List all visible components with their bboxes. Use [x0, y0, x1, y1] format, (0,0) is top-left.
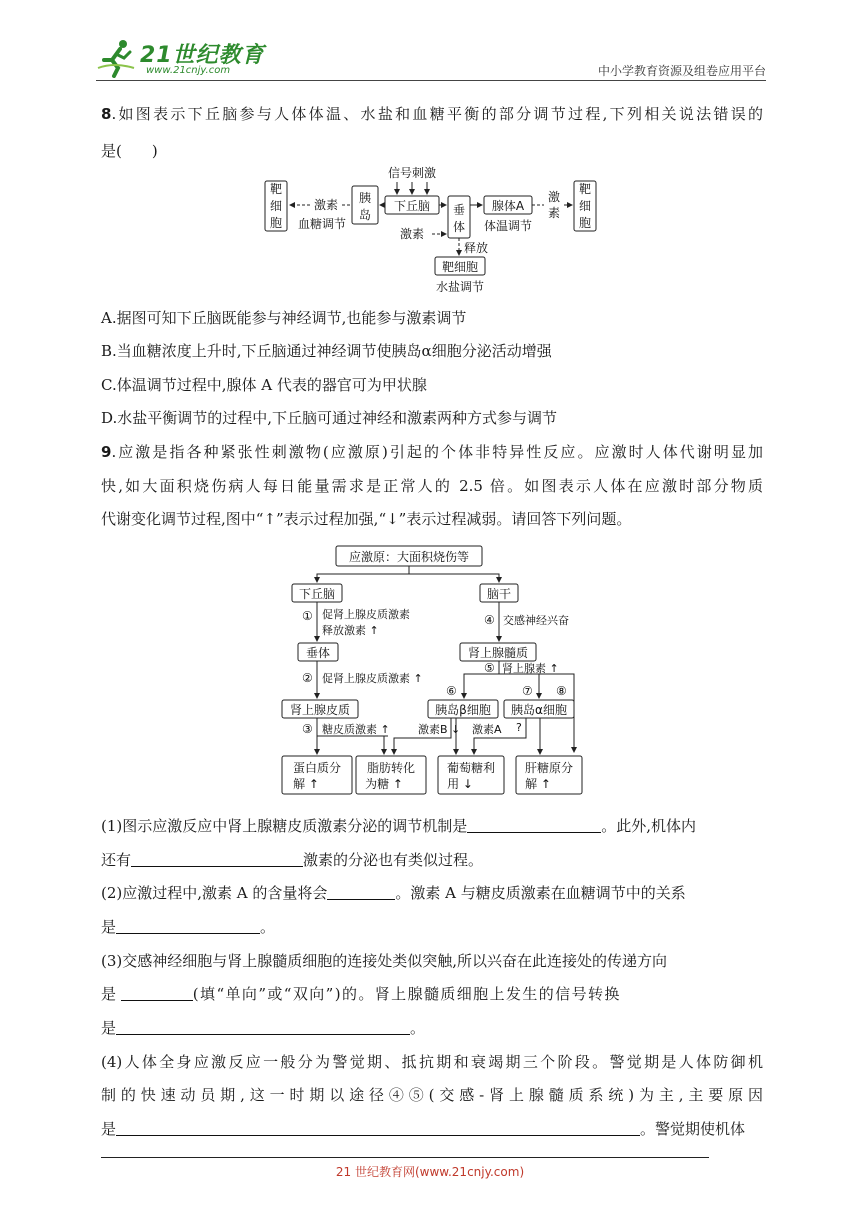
q9-adrenal-medulla-box: 肾上腺髓质: [467, 646, 529, 660]
q9-fat-line-1: 脂肪转化: [366, 761, 416, 775]
q8-stem-text-1: .如图表示下丘脑参与人体体温、水盐和血糖平衡的部分调节过程,下列相关说法错误的: [111, 105, 763, 123]
q9-hormone-a-label: 激素A: [472, 723, 502, 736]
site-logo: [96, 36, 296, 80]
q9-sub1-text-d: 激素的分泌也有类似过程。: [303, 851, 484, 869]
q9-protein-line-2: 解 ↑: [293, 777, 319, 791]
q9-hypothalamus-box: 下丘脑: [298, 587, 336, 601]
q8-target-right-3: 胞: [578, 216, 592, 230]
q8-target-right-2: 细: [578, 199, 592, 213]
q8-gland-a: 腺体A: [491, 199, 525, 213]
q8-signal-label: 信号刺激: [387, 166, 437, 180]
q8-temp-label: 体温调节: [483, 219, 533, 233]
q9-alpha-cell-box: 胰岛α细胞: [511, 703, 567, 717]
q9-sub1-text-b: 。此外,机体内: [601, 817, 697, 835]
q9-stem-line-2: 快,如大面积烧伤病人每日能量需求是正常人的 2.5 倍。如图表示人体在应激时部分物质: [101, 477, 763, 495]
q9-sub2-text-a: (2)应激过程中,激素 A 的含量将会: [101, 884, 328, 902]
q9-glucose-line-1: 葡萄糖利: [446, 761, 496, 775]
answer-blank[interactable]: [121, 984, 193, 1001]
q9-acth-label: 促肾上腺皮质激素 ↑: [322, 672, 423, 685]
page-header: [96, 36, 766, 80]
q9-sub1-line-1: [101, 816, 763, 836]
answer-blank[interactable]: [116, 1119, 640, 1136]
q8-regulation-diagram: [262, 164, 602, 296]
q9-stress-diagram: [276, 542, 584, 798]
q9-adrenaline-label: 肾上腺素 ↑: [502, 662, 559, 675]
q8-option-b: B.当血糖浓度上升时,下丘脑通过神经调节使胰岛α细胞分泌活动增强: [101, 342, 552, 360]
q9-pituitary-box: 垂体: [305, 646, 331, 660]
q9-sub4-text-d: 。警觉期使机体: [640, 1120, 746, 1138]
q9-beta-cell-box: 胰岛β细胞: [435, 703, 491, 717]
q8-water-salt-label: 水盐调节: [435, 280, 485, 294]
q9-crh-line-1: 促肾上腺皮质激素: [322, 608, 410, 621]
q9-protein-line-1: 蛋白质分: [292, 761, 342, 775]
q8-target-left-2: 细: [269, 199, 283, 213]
q9-num-4: ④: [484, 613, 495, 627]
q9-question-mark: ?: [516, 721, 522, 734]
q8-pituitary-1: 垂: [452, 203, 466, 217]
runner-logo-icon: [96, 38, 136, 78]
q9-sub3-text-b: 是: [101, 985, 117, 1003]
answer-blank[interactable]: [327, 883, 395, 900]
q8-stem-line-2: 是( ): [101, 142, 158, 160]
q9-glucose-line-2: 用 ↓: [447, 777, 473, 791]
brand-name: 21世纪教育: [140, 43, 265, 68]
q9-stem-line-3: 代谢变化调节过程,图中“↑”表示过程加强,“↓”表示过程减弱。请回答下列问题。: [101, 510, 632, 528]
brand-url: www.21cnjy.com: [146, 65, 231, 76]
q9-crh-line-2: 释放激素 ↑: [322, 624, 379, 637]
q9-sub1-text-c: 还有: [101, 851, 132, 869]
q9-sub4-line-1: (4)人体全身应激反应一般分为警觉期、抵抗期和衰竭期三个阶段。警觉期是人体防御机: [101, 1053, 763, 1071]
q9-num-3: ③: [302, 722, 313, 736]
q8-option-a: A.据图可知下丘脑既能参与神经调节,也能参与激素调节: [101, 309, 467, 327]
q9-sub3-line-1: (3)交感神经细胞与肾上腺髓质细胞的连接处类似突触,所以兴奋在此连接处的传递方向: [101, 952, 668, 970]
q9-num-8: ⑧: [556, 684, 567, 698]
q9-sub2-text-c: 是: [101, 918, 117, 936]
q9-num-6: ⑥: [446, 684, 457, 698]
q9-number: 9: [101, 443, 112, 461]
q9-sub3-line-3: [101, 1018, 763, 1038]
q9-glucocorticoid-label: 糖皮质激素 ↑: [322, 723, 390, 736]
q9-sub2-text-d: 。: [260, 918, 276, 936]
q9-sub3-text-e: 。: [410, 1019, 426, 1037]
q9-sub4-text-c: 是: [101, 1120, 117, 1138]
q9-num-2: ②: [302, 671, 313, 685]
q9-sub3-line-2: [101, 984, 763, 1004]
q9-stressor-box: 应激原：大面积烧伤等: [348, 550, 470, 564]
q8-hormone-mid: 激素: [399, 227, 425, 241]
q8-option-d: D.水盐平衡调节的过程中,下丘脑可通过神经和激素两种方式参与调节: [101, 409, 558, 427]
answer-blank[interactable]: [116, 917, 260, 934]
q9-glycogen-line-1: 肝糖原分: [524, 761, 574, 775]
answer-blank[interactable]: [467, 816, 601, 833]
q9-glycogen-line-2: 解 ↑: [525, 777, 551, 791]
q9-num-1: ①: [302, 609, 313, 623]
q9-sub3-text-d: 是: [101, 1019, 117, 1037]
q9-fat-line-2: 为糖 ↑: [365, 777, 403, 791]
q8-target-right-1: 靶: [578, 182, 592, 196]
q9-sub2-line-2: [101, 917, 763, 937]
q8-release-label: 释放: [463, 241, 489, 255]
header-rule: [96, 80, 766, 81]
q8-target-bottom: 靶细胞: [441, 260, 479, 274]
q8-pituitary-2: 体: [452, 220, 466, 234]
q9-hormone-b-label: 激素B ↓: [418, 723, 461, 736]
q9-sub4-line-3: [101, 1119, 763, 1139]
q8-option-c: C.体温调节过程中,腺体 A 代表的器官可为甲状腺: [101, 376, 427, 394]
q8-blood-sugar-label: 血糖调节: [297, 217, 347, 231]
q9-sub1-line-2: [101, 850, 763, 870]
q9-stem-text-1: .应激是指各种紧张性刺激物(应激原)引起的个体非特异性反应。应激时人体代谢明显加: [111, 443, 763, 461]
q8-stem-line-1: [101, 104, 763, 124]
q9-sub1-text-a: (1)图示应激反应中肾上腺糖皮质激素分泌的调节机制是: [101, 817, 468, 835]
q9-sub2-line-1: [101, 883, 763, 903]
answer-blank[interactable]: [116, 1018, 410, 1035]
q8-hypothalamus: 下丘脑: [393, 199, 431, 213]
q8-islet-1: 胰: [358, 191, 372, 205]
answer-blank[interactable]: [131, 850, 303, 867]
q8-hormone-right-1: 激: [547, 190, 561, 204]
q8-number: 8: [101, 105, 112, 123]
q9-sub3-text-c: (填“单向”或“双向”)的。肾上腺髓质细胞上发生的信号转换: [192, 985, 621, 1003]
q8-islet-2: 岛: [358, 208, 372, 222]
q9-sub4-line-2: 制的快速动员期,这一时期以途径④⑤(交感-肾上腺髓质系统)为主,主要原因: [101, 1086, 763, 1104]
q8-hormone-left: 激素: [313, 198, 339, 212]
platform-name: 中小学教育资源及组卷应用平台: [597, 64, 766, 78]
q9-stem-line-1: [101, 442, 763, 462]
q9-num-5: ⑤: [484, 661, 495, 675]
footer-link[interactable]: 21 世纪教育网(www.21cnjy.com): [335, 1165, 525, 1179]
q8-target-left-3: 胞: [269, 216, 283, 230]
q8-hormone-right-2: 素: [547, 206, 561, 220]
q9-num-7: ⑦: [522, 684, 533, 698]
q8-target-left-1: 靶: [269, 182, 283, 196]
q9-sympathetic-label: 交感神经兴奋: [503, 614, 569, 627]
q9-adrenal-cortex-box: 肾上腺皮质: [289, 703, 351, 717]
q9-brainstem-box: 脑干: [486, 587, 512, 601]
footer-rule: [101, 1157, 709, 1158]
q9-sub2-text-b: 。激素 A 与糖皮质激素在血糖调节中的关系: [395, 884, 686, 902]
